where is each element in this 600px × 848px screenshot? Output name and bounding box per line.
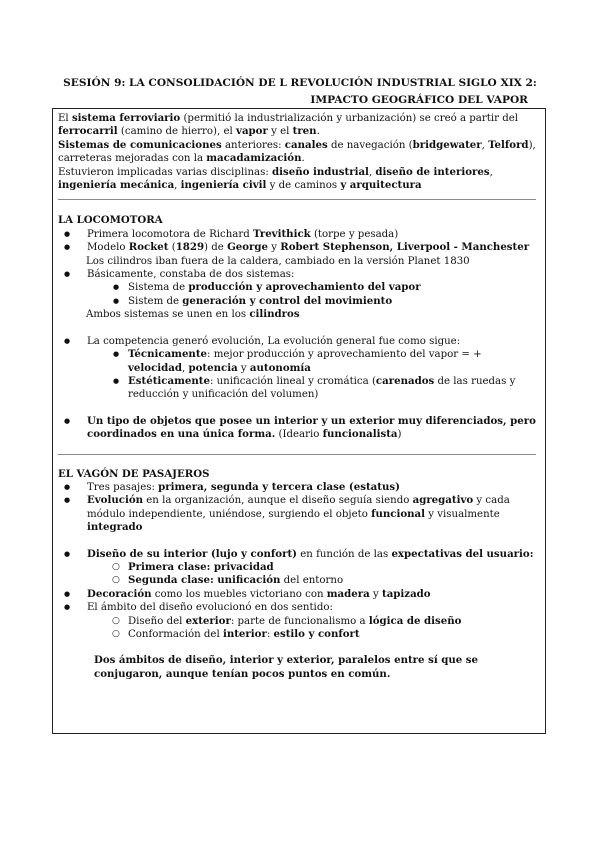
text-run: El [58, 113, 72, 124]
list-item [58, 574, 536, 587]
locomotora-list-2 [58, 268, 536, 308]
bold-text: ingeniería civil [180, 179, 267, 192]
list-item [58, 481, 536, 494]
bold-text: potencia [188, 361, 238, 374]
bold-text: Evolución [87, 494, 144, 507]
list-item [58, 548, 536, 561]
text-run: (permitió la industrialización y urbanización) se creó a partir del [180, 113, 519, 124]
bold-text: interior [222, 628, 267, 640]
text-run: como los muebles victoriano con [151, 588, 327, 600]
text-run: y [268, 242, 281, 254]
bold-text: funcional [371, 507, 426, 520]
bold-text: Estéticamente [128, 374, 210, 387]
bold-text: 1829 [175, 241, 205, 254]
text-run: , [174, 180, 181, 192]
list-item [58, 561, 536, 574]
text-run: : unificación lineal y cromática ( [209, 375, 376, 387]
list-item [58, 628, 536, 641]
bold-text: generación y control del movimiento [182, 294, 393, 307]
list-item [58, 588, 536, 601]
bold-text: y arquitectura [340, 179, 422, 192]
bold-text: primera, segunda y tercera clase (estatus) [158, 480, 400, 493]
note-ambos-sistemas [58, 308, 536, 321]
content [58, 112, 536, 681]
text-run: : mejor producción y aprovechamiento del vapor = + [207, 349, 482, 361]
locomotora-list-4 [58, 415, 536, 442]
text-run: (Ideario [275, 429, 323, 441]
text-run: . [316, 126, 320, 138]
bold-text: George [227, 241, 269, 254]
bold-text: Decoración [87, 587, 152, 600]
text-run: . [301, 153, 305, 165]
title-line-2: IMPACTO GEOGRÁFICO DEL VAPOR [310, 94, 528, 106]
bold-text: diseño industrial [272, 165, 369, 178]
bold-text: Robert Stephenson, Liverpool - Manchester [280, 241, 530, 254]
text-run: ) [397, 429, 402, 441]
text-run: y visualmente [425, 508, 500, 520]
list-item [58, 241, 536, 254]
bold-text: tren [292, 125, 317, 138]
list-item [58, 348, 536, 375]
bold-text: velocidad [128, 361, 182, 374]
bold-text: Técnicamente [128, 348, 208, 361]
bold-text: tapizado [381, 587, 431, 600]
bold-text: producción y aprovechamiento del vapor [188, 281, 421, 294]
text-run: : [266, 629, 274, 640]
bold-text: Telford [488, 138, 529, 151]
text-run: de navegación ( [327, 139, 413, 151]
bold-text: Un tipo de objetos que posee un interior y un exterior muy diferenciados, pero coordinados en una única forma. [87, 414, 536, 441]
bold-text: bridgewater [412, 138, 482, 151]
text-run: Primera locomotora de Richard [87, 228, 253, 240]
bold-text: diseño de interiores [375, 165, 490, 178]
bold-text: madera [326, 587, 370, 600]
title-line-1: SESIÓN 9: LA CONSOLIDACIÓN DE L REVOLUCIÓN INDUSTRIAL SIGLO XIX 2: [63, 77, 537, 89]
heading-locomotora: LA LOCOMOTORA [58, 214, 163, 227]
bold-text: carenados [375, 374, 435, 387]
text-run: ) de [204, 242, 228, 254]
bold-text: Sistemas de comunicaciones [58, 138, 222, 151]
text-run: en función de las [297, 548, 392, 560]
text-run: en la organización, aunque el diseño seguía siendo [143, 495, 413, 507]
text-run: Sistema de [128, 282, 189, 294]
vagon-list-2 [58, 548, 536, 642]
text-run: de las ruedas y reducción y unificación del volumen) [128, 375, 516, 401]
bold-text: macadamización [206, 152, 302, 165]
text-run: , [481, 139, 489, 151]
text-run: , [182, 362, 189, 374]
text-run: ( [168, 242, 176, 254]
bold-text: Trevithick [252, 227, 311, 240]
list-item: ● El ámbito del diseño evolucionó en dos sentido: [58, 601, 536, 614]
bold-text: ferrocarril [58, 125, 118, 138]
bold-text: lógica de diseño [368, 614, 462, 627]
bold-text: ingeniería mecánica [58, 179, 175, 192]
text-run: (torpe y pesada) [310, 228, 399, 240]
bold-text: estilo y confort [273, 628, 360, 640]
text-run: Estuvieron implicadas varias disciplinas: [58, 166, 273, 178]
bold-text: sistema ferroviario [71, 112, 181, 124]
list-item: ● La competencia generó evolución, La evolución general fue como sigue: [58, 335, 536, 348]
bold-text: cilindros [249, 308, 300, 321]
bold-text: Diseño de su interior (lujo y confort) [87, 547, 297, 560]
text-run: ), carreteras mejoradas con la [58, 139, 536, 165]
bold-text: Primera clase: privacidad [128, 560, 274, 573]
closing-statement: Dos ámbitos de diseño, interior y exterior, paralelos entre sí que se conjugaron, aunque tenían pocos puntos en común. [94, 654, 479, 680]
vagon-list [58, 481, 536, 535]
list-item [58, 375, 536, 402]
list-item [58, 295, 536, 308]
locomotora-list-3 [58, 335, 536, 402]
bold-text: Rocket [128, 241, 169, 254]
bold-text: autonomía [249, 361, 311, 374]
intro-paragraph-disciplinas [58, 166, 536, 193]
text-run: anteriores: [221, 139, 285, 151]
bold-text: canales [284, 138, 328, 151]
text-run: Tres pasajes: [87, 481, 159, 493]
text-run: del entorno [280, 575, 344, 587]
text-run: Modelo [87, 242, 129, 254]
text-run: y cada módulo independiente, uniéndose, surgiendo el objeto [87, 495, 510, 520]
heading-vagon: EL VAGÓN DE PASAJEROS [58, 467, 210, 480]
text-run: , [489, 166, 493, 178]
document-title [60, 75, 540, 109]
bold-text: agregativo [412, 494, 474, 507]
bold-text: exterior [185, 614, 231, 627]
locomotora-list [58, 228, 536, 255]
text-run: y [237, 362, 250, 374]
text-run: , [368, 166, 376, 178]
text-run: y el [267, 126, 293, 138]
text-run: y [369, 588, 382, 600]
text-run: (camino de hierro), el [117, 126, 237, 138]
intro-paragraph-ferroviario [58, 112, 536, 139]
list-item [58, 615, 536, 628]
text-run: y de caminos [266, 180, 341, 192]
text-run: : parte de funcionalismo a [230, 615, 369, 627]
note-cilindros: Los cilindros iban fuera de la caldera, cambiado en la versión Planet 1830 [86, 255, 470, 267]
list-item [58, 494, 536, 534]
bold-text: expectativas del usuario: [391, 547, 534, 560]
bold-text: vapor [236, 125, 268, 138]
list-item [58, 281, 536, 294]
bold-text: funcionalista [322, 428, 398, 441]
text-run: Ambos sistemas se unen en los [86, 309, 250, 321]
text-run: Diseño del [128, 615, 186, 627]
list-item [58, 415, 536, 442]
text-run: Sistem de [128, 295, 183, 307]
bold-text: integrado [87, 521, 143, 534]
bold-text: Segunda clase: unificación [128, 574, 281, 587]
text-run: Conformación del [128, 629, 223, 640]
intro-paragraph-comunicaciones [58, 139, 536, 166]
list-item [58, 228, 536, 241]
list-item: ● Básicamente, constaba de dos sistemas: [58, 268, 536, 281]
